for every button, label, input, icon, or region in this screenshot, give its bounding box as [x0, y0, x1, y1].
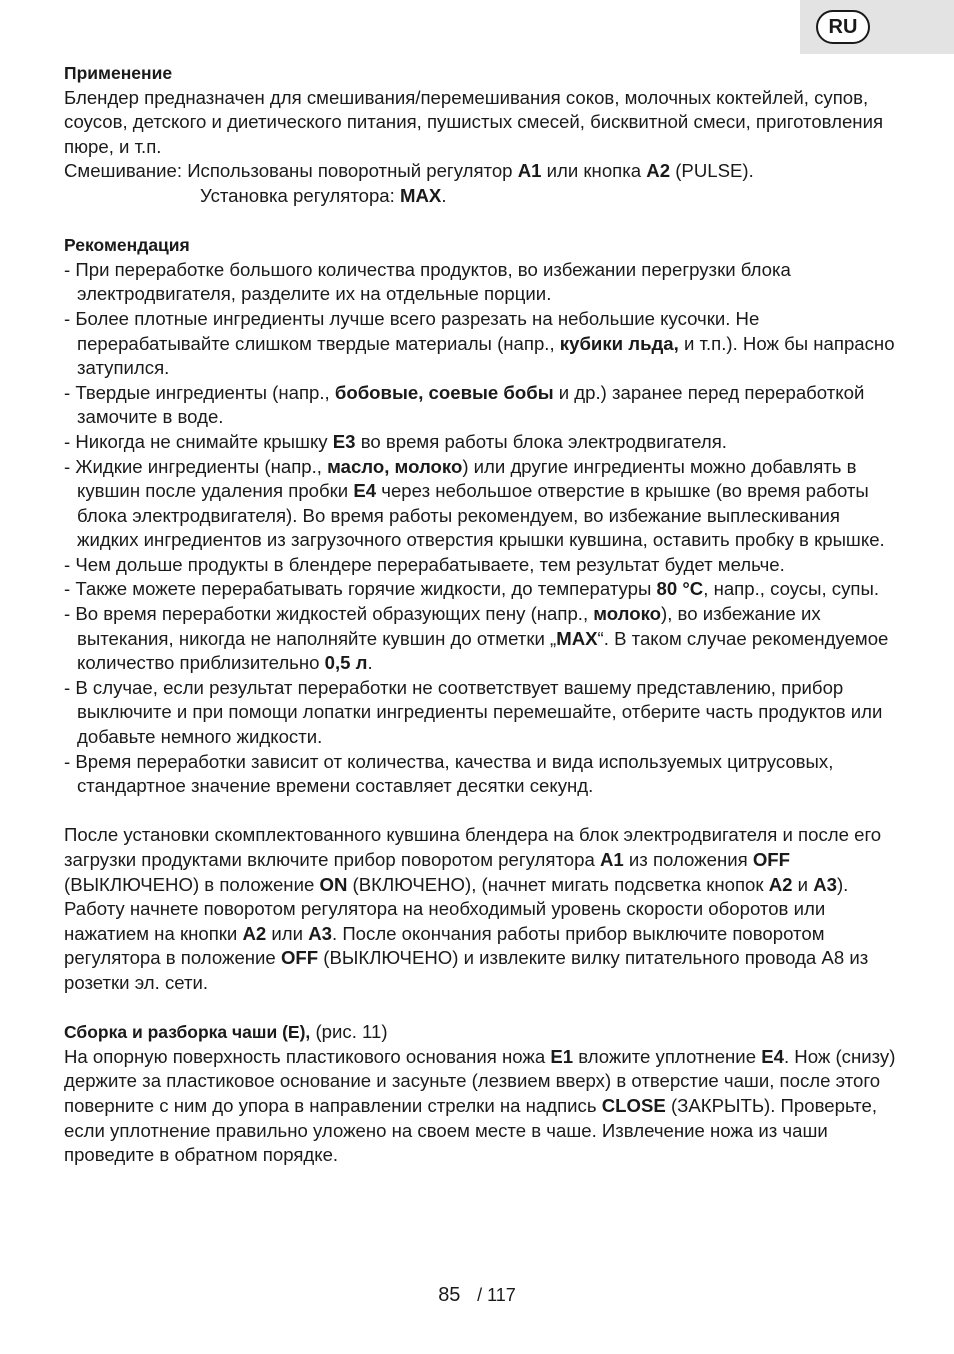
list-item: - В случае, если результат переработки не соответствует вашему представлению, прибор выключите и при помощи лопатки ингредиенты перемешайте, отберите часть продуктов или добавьте немного жидкости. [64, 676, 883, 748]
heading-assembly: Сборка и разборка чаши (E), (рис. 11) [64, 1021, 388, 1043]
setting-line: Установка регулятора: MAX. [200, 184, 447, 206]
operation-paragraph: После установки скомплектованного кувшина блендера на блок электродвигателя и после его загрузки продуктами включите прибор поворотом регулятора A1 из положения OFF (ВЫКЛЮЧЕНО) в положение ON (ВКЛЮЧЕНО), (начнет мигать подсветка кнопок A2 и A3). Работу начнете поворотом регулятора на необходимый уровень скорости оборотов или нажатием на кнопки A2 или A3. После окончания работы прибор выключите поворотом регулятора в положение OFF (ВЫКЛЮЧЕНО) и извлеките вилку питательного провода A8 из розетки эл. сети. [64, 824, 882, 993]
recommendation-list [64, 258, 904, 799]
mixing-line: Смешивание: Использованы поворотный регулятор A1 или кнопка A2 (PULSE). [64, 160, 754, 182]
heading-recommendation: Рекомендация [64, 235, 190, 256]
page-content [64, 61, 904, 1168]
list-item: - Более плотные ингредиенты лучше всего разрезать на небольшие кусочки. Не перерабатывайте слишком твердые материалы (напр., кубики льда, и т.п.). Нож бы напрасно затупился. [64, 307, 895, 379]
language-badge: RU [816, 10, 870, 44]
list-item: - Чем дольше продукты в блендере перерабатываете, тем результат будет мельче. [64, 553, 785, 575]
list-item: - При переработке большого количества продуктов, во избежании перегрузки блока электродвигателя, разделите их на отдельные порции. [64, 258, 791, 305]
list-item: - Жидкие ингредиенты (напр., масло, молоко) или другие ингредиенты можно добавлять в кувшин после удаления пробки E4 через небольшое отверстие в крышке (во время работы блока электродвигателя). Во время работы рекомендуем, во избежание выплескивания жидких ингредиентов из загрузочного отверстия крышки кувшина, оставить пробку в крышке. [64, 455, 885, 551]
list-item: - Также можете перерабатывать горячие жидкости, до температуры 80 °C, напр., соусы, супы. [64, 578, 879, 600]
list-item: - Время переработки зависит от количества, качества и вида используемых цитрусовых, стандартное значение времени составляет десятки секунд. [64, 750, 834, 797]
list-item: - Твердые ингредиенты (напр., бобовые, соевые бобы и др.) заранее перед переработкой замочите в воде. [64, 381, 865, 428]
usage-paragraph: Блендер предназначен для смешивания/перемешивания соков, молочных коктейлей, супов, соусов, детского и диетического питания, пушистых смесей, бисквитной смеси, приготовления пюре, и т.п. [64, 86, 884, 157]
heading-usage: Применение [64, 63, 173, 83]
list-item: - Во время переработки жидкостей образующих пену (напр., молоко), во избежание их вытекания, никогда не наполняйте кувшин до отметки „MAX“. В таком случае рекомендуемое количество приблизительно 0,5 л. [64, 603, 889, 674]
page-number: 85 [438, 1284, 461, 1306]
page-total: / 117 [477, 1285, 516, 1305]
list-item: - Никогда не снимайте крышку E3 во время работы блока электродвигателя. [64, 430, 727, 452]
page-footer [0, 1284, 954, 1307]
language-tab [800, 0, 954, 54]
assembly-paragraph: На опорную поверхность пластикового основания ножа E1 вложите уплотнение E4. Нож (снизу) держите за пластиковое основание и засуньте (лезвием вверх) в отверстие чаши, после этого поверните с ним до упора в направлении стрелки на надпись CLOSE (ЗАКРЫТЬ). Проверьте, если уплотнение правильно уложено на своем месте в чаше. Извлечение ножа из чаши проведите в обратном порядке. [64, 1045, 896, 1166]
